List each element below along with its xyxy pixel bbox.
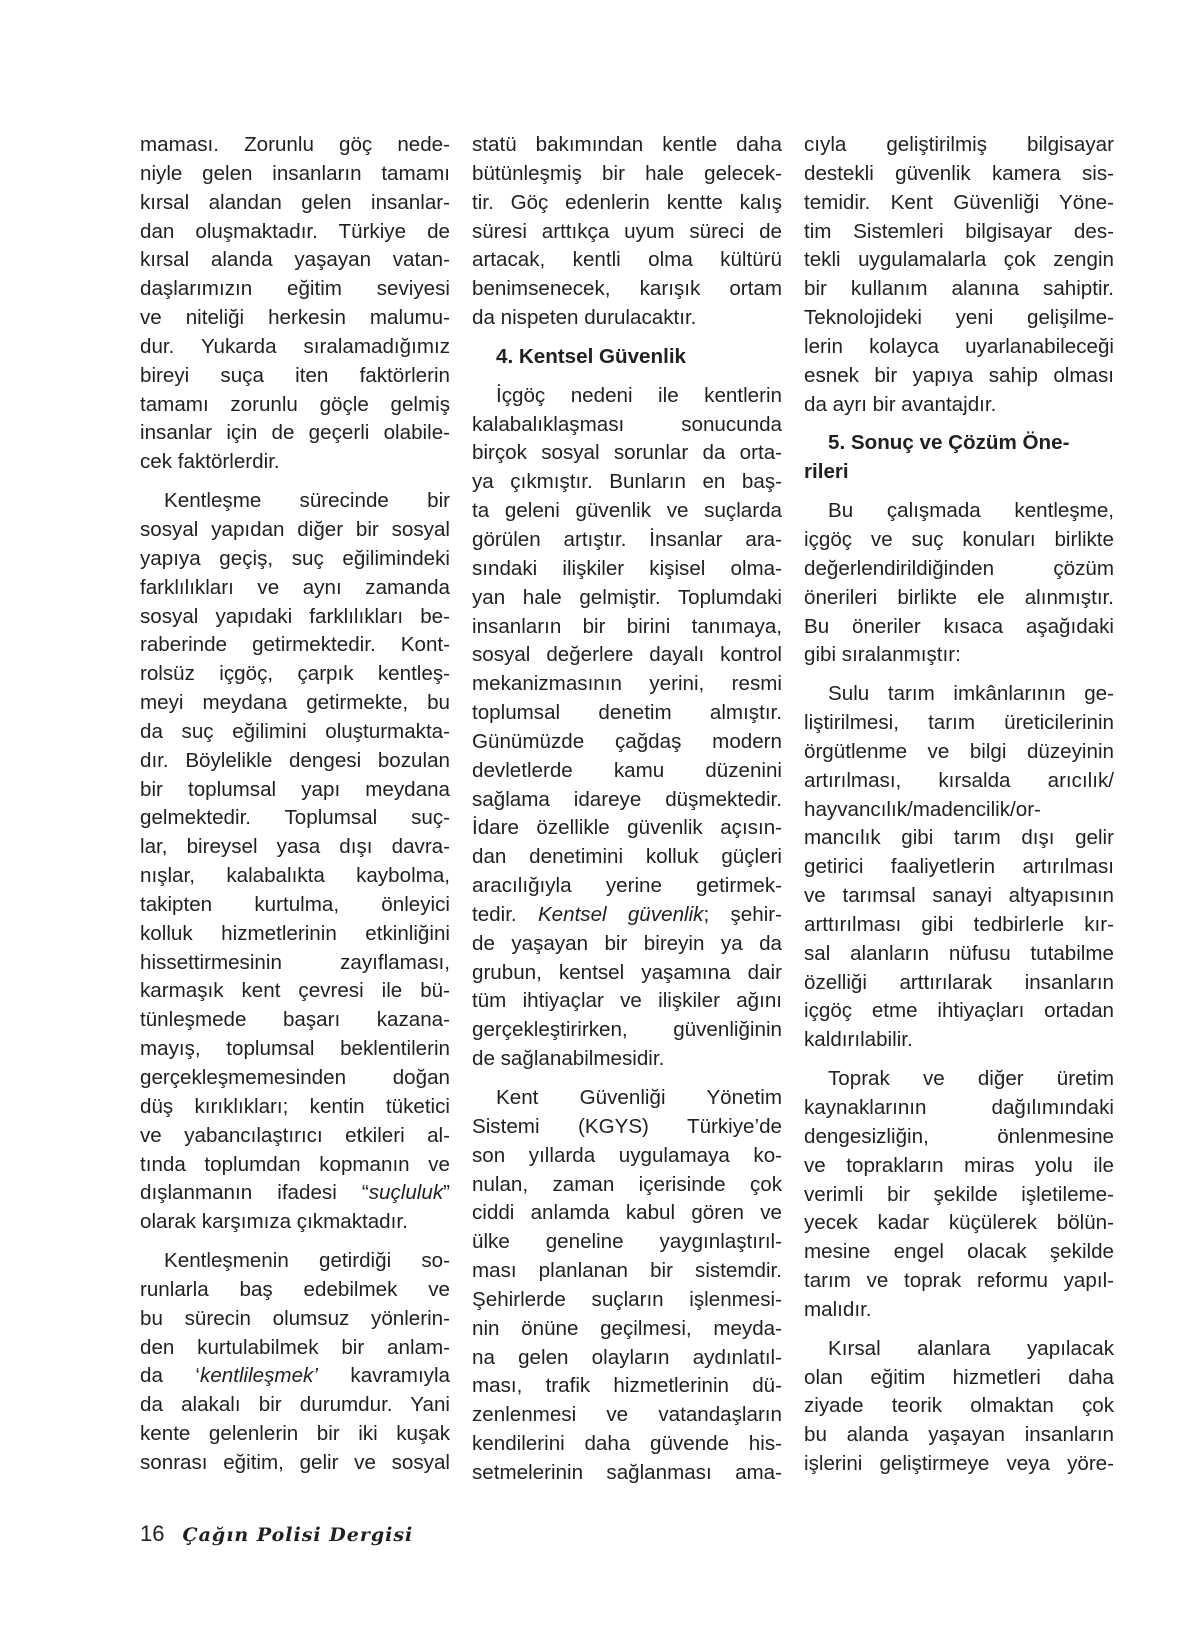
paragraph-gap: [472, 372, 782, 382]
text-segment: olan eğitim hizmetleri daha: [804, 1365, 1114, 1389]
text-line: [804, 1421, 1114, 1450]
italic-term: suçluluk: [368, 1181, 444, 1205]
text-line: [140, 1391, 450, 1420]
text-segment: sal alanların nüfusu tutabilme: [804, 941, 1114, 965]
text-line: [140, 1247, 450, 1276]
text-segment: tünleşmede başarı kazana-: [140, 1008, 450, 1032]
text-line: [472, 1084, 782, 1113]
text-segment: Kırsal alanlara yapılacak: [828, 1336, 1114, 1360]
text-segment: sağlama idareye düşmektedir.: [472, 787, 782, 811]
text-line: [472, 304, 782, 333]
text-line: [140, 1449, 450, 1478]
text-segment: sosyal yapıdaki farklılıkları be-: [140, 604, 450, 628]
section-heading-line: [472, 343, 782, 372]
text-line: [472, 699, 782, 728]
text-line: [472, 1372, 782, 1401]
text-segment: olarak karşımıza çıkmaktadır.: [140, 1210, 408, 1234]
text-line: [140, 977, 450, 1006]
text-line: [804, 1238, 1114, 1267]
text-line: [804, 1094, 1114, 1123]
text-line: [472, 786, 782, 815]
text-segment: sonrası eğitim, gelir ve sosyal: [140, 1450, 450, 1474]
text-line: [804, 1181, 1114, 1210]
text-line: [804, 1065, 1114, 1094]
text-line: [140, 419, 450, 448]
text-line: [472, 275, 782, 304]
text-segment: İçgöç nedeni ile kentlerin: [496, 383, 782, 407]
text-line: [140, 718, 450, 747]
text-segment: Şehirlerde suçların işlenmesi-: [472, 1287, 782, 1311]
text-segment: ması, trafik hizmetlerinin dü-: [472, 1374, 782, 1398]
text-line: [804, 641, 1114, 670]
text-segment: mesine engel olacak şekilde: [804, 1240, 1114, 1264]
text-segment: kaynaklarının dağılımındaki: [804, 1096, 1114, 1119]
text-line: [472, 930, 782, 959]
text-segment: ; şehir-: [703, 902, 782, 926]
text-line: [472, 1459, 782, 1488]
text-segment: içgöç etme ihtiyaçları ortadan: [804, 999, 1114, 1023]
text-segment: ”: [443, 1181, 450, 1205]
text-segment: liştirilmesi, tarım üreticilerinin: [804, 711, 1114, 735]
text-segment: bütünleşmiş bir hale gelecek-: [472, 161, 782, 185]
text-line: [804, 738, 1114, 767]
text-line: [472, 411, 782, 440]
text-line: [140, 516, 450, 545]
text-segment: tında toplumdan kopmanın ve: [140, 1152, 450, 1176]
text-segment: Sistemi (KGYS) Türkiye’de: [472, 1114, 782, 1138]
text-line: [804, 940, 1114, 969]
text-segment: arttırılması gibi tedbirlerle kır-: [804, 912, 1114, 936]
text-segment: özelliği arttırılarak insanların: [804, 970, 1114, 994]
text-line: [472, 670, 782, 699]
text-line: [804, 246, 1114, 275]
paragraph-gap: [804, 1055, 1114, 1065]
text-line: [804, 709, 1114, 738]
text-segment: nulan, zaman içerisinde çok: [472, 1172, 782, 1196]
text-segment: görülen artıştır. İnsanlar ara-: [472, 527, 782, 551]
text-segment: ciddi anlamda kabul gören ve: [472, 1201, 782, 1225]
text-segment: ve yabancılaştırıcı etkileri al-: [140, 1123, 450, 1147]
text-line: [140, 1093, 450, 1122]
text-segment: benimsenecek, karışık ortam: [472, 277, 782, 301]
text-line: [804, 160, 1114, 189]
text-segment: de sağlanabilmesidir.: [472, 1047, 665, 1071]
paragraph-gap: [140, 1237, 450, 1247]
text-line: [140, 1179, 450, 1208]
text-segment: sosyal değerlere dayalı kontrol: [472, 643, 782, 667]
text-line: [472, 468, 782, 497]
text-line: [804, 391, 1114, 420]
text-segment: devletlerde kamu düzenini: [472, 758, 782, 782]
text-segment: tir. Göç edenlerin kentte kalış: [472, 190, 782, 214]
text-segment: işlerini geliştirmeye veya yöre-: [804, 1452, 1114, 1476]
text-column-2: [472, 131, 782, 1488]
text-segment: zenlenmesi ve vatandaşların: [472, 1403, 782, 1427]
text-segment: kırsal alandan gelen insanlar-: [140, 190, 450, 214]
text-line: [804, 333, 1114, 362]
text-segment: ması planlanan bir sistemdir.: [472, 1259, 782, 1283]
paragraph-gap: [804, 419, 1114, 429]
paragraph-gap: [804, 487, 1114, 497]
text-segment: mayış, toplumsal beklentilerin: [140, 1037, 450, 1061]
text-segment: 4. Kentsel Güvenlik: [496, 344, 686, 368]
text-line: [472, 843, 782, 872]
text-segment: de yaşayan bir bireyin ya da: [472, 931, 782, 955]
text-line: [804, 1209, 1114, 1238]
text-line: [804, 362, 1114, 391]
text-segment: sosyal yapıdan diğer bir sosyal: [140, 517, 450, 541]
text-segment: artırılması, kırsalda arıcılık/: [804, 768, 1114, 792]
text-segment: na gelen olayların aydınlatıl-: [472, 1345, 782, 1369]
text-line: [804, 1364, 1114, 1393]
page-footer: [140, 1521, 413, 1553]
text-segment: verimli bir şekilde işletileme-: [804, 1182, 1114, 1206]
text-segment: ziyade teorik olmaktan çok: [804, 1394, 1114, 1418]
text-segment: ta geleni güvenlik ve suçlarda: [472, 499, 782, 523]
text-segment: bu alanda yaşayan insanların: [804, 1423, 1114, 1447]
text-segment: yan hale gelmiştir. Toplumdaki: [472, 585, 782, 609]
text-line: [140, 804, 450, 833]
text-segment: den kurtulabilmek bir anlam-: [140, 1335, 450, 1359]
text-segment: Kentleşmenin getirdiği so-: [164, 1249, 450, 1273]
text-segment: bu sürecin olumsuz yönlerin-: [140, 1306, 450, 1330]
text-line: [140, 891, 450, 920]
text-segment: niyle gelen insanların tamamı: [140, 161, 450, 185]
text-segment: getirici faaliyetlerin artırılması: [804, 855, 1114, 879]
text-line: [804, 1267, 1114, 1296]
text-segment: da ‘: [140, 1364, 201, 1388]
text-line: [472, 1257, 782, 1286]
text-segment: cek faktörlerdir.: [140, 450, 280, 474]
text-segment: ve toprakların miras yolu ile: [804, 1153, 1114, 1177]
text-segment: tekli uygulamalarla çok zengin: [804, 248, 1114, 272]
text-line: [804, 1296, 1114, 1325]
text-segment: Sulu tarım imkânlarının ge-: [828, 682, 1114, 706]
text-segment: nin önüne geçilmesi, meyda-: [472, 1316, 782, 1340]
text-line: [140, 920, 450, 949]
text-segment: artacak, kentli olma kültürü: [472, 248, 782, 272]
text-line: [804, 613, 1114, 642]
text-segment: dan oluşmaktadır. Türkiye de: [140, 219, 450, 243]
text-segment: süresi arttıkça uyum süreci de: [472, 219, 782, 243]
text-line: [140, 362, 450, 391]
paragraph-gap: [472, 1074, 782, 1084]
text-segment: İdare özellikle güvenlik açısın-: [472, 816, 782, 840]
text-line: [804, 1392, 1114, 1421]
text-line: [472, 526, 782, 555]
text-segment: dur. Yukarda sıralamadığımız: [140, 334, 450, 358]
text-line: [472, 497, 782, 526]
text-segment: kolluk hizmetlerinin etkinliğini: [140, 921, 450, 945]
text-line: [472, 728, 782, 757]
text-segment: raberinde getirmektedir. Kont-: [140, 633, 450, 657]
text-segment: lerin kolayca uyarlanabileceği: [804, 334, 1114, 358]
text-segment: dengesizliğin, önlenmesine: [804, 1124, 1114, 1148]
text-line: [804, 1450, 1114, 1479]
text-line: [140, 862, 450, 891]
text-line: [804, 131, 1114, 160]
text-segment: 5. Sonuç ve Çözüm Öne-: [828, 431, 1070, 455]
text-segment: içgöç ve suç konuları birlikte: [804, 527, 1114, 551]
text-line: [140, 304, 450, 333]
text-line: [472, 613, 782, 642]
text-segment: karmaşık kent çevresi ile bü-: [140, 979, 450, 1003]
text-line: [472, 1315, 782, 1344]
text-line: [140, 1035, 450, 1064]
text-segment: setmelerinin sağlanması ama-: [472, 1460, 782, 1484]
text-line: [804, 1335, 1114, 1364]
text-line: [140, 1064, 450, 1093]
page-number: 16: [140, 1521, 165, 1546]
text-line: [472, 131, 782, 160]
text-segment: bir toplumsal yapı meydana: [140, 777, 450, 801]
text-line: [472, 382, 782, 411]
text-segment: Günümüzde çağdaş modern: [472, 729, 782, 753]
text-segment: mekanizmasının yerini, resmi: [472, 672, 782, 696]
text-line: [140, 246, 450, 275]
text-segment: farklılıkları ve aynı zamanda: [140, 575, 450, 599]
text-line: [804, 882, 1114, 911]
text-segment: önerileri birlikte ele alınmıştır.: [804, 585, 1114, 609]
text-segment: gerçekleştirirken, güvenliğinin: [472, 1018, 782, 1042]
text-line: [140, 689, 450, 718]
text-line: [472, 584, 782, 613]
text-line: [140, 776, 450, 805]
text-line: [472, 555, 782, 584]
magazine-title: Çağın Polisi Dergisi: [182, 1524, 414, 1546]
text-line: [804, 218, 1114, 247]
text-line: [804, 1152, 1114, 1181]
text-segment: daşlarımızın eğitim seviyesi: [140, 277, 450, 301]
text-segment: değerlendirildiğinden çözüm: [804, 556, 1114, 580]
text-segment: rolsüz içgöç, çarpık kentleş-: [140, 662, 450, 686]
text-line: [804, 304, 1114, 333]
text-line: [140, 1334, 450, 1363]
text-segment: tim Sistemleri bilgisayar des-: [804, 219, 1114, 243]
text-segment: birçok sosyal sorunlar da orta-: [472, 441, 782, 465]
text-segment: insanların bir birini tanımaya,: [472, 614, 782, 638]
text-line: [804, 767, 1114, 796]
text-line: [472, 1430, 782, 1459]
paragraph-gap: [804, 1325, 1114, 1335]
section-heading-line: [804, 429, 1114, 458]
text-line: [804, 584, 1114, 613]
text-line: [472, 814, 782, 843]
text-segment: grubun, kentsel yaşamına dair: [472, 960, 782, 984]
text-segment: gelmektedir. Toplumsal suç-: [140, 806, 450, 830]
text-segment: bireyi suça iten faktörlerin: [140, 363, 450, 387]
text-segment: temidir. Kent Güvenliği Yöne-: [804, 190, 1114, 214]
paragraph-gap: [472, 333, 782, 343]
text-segment: da alakalı bir durumdur. Yani: [140, 1393, 450, 1417]
text-line: [140, 1362, 450, 1391]
text-segment: kırsal alanda yaşayan vatan-: [140, 248, 450, 272]
text-segment: cıyla geliştirilmiş bilgisayar: [804, 133, 1114, 156]
text-line: [472, 1401, 782, 1430]
text-line: [804, 853, 1114, 882]
text-line: [140, 603, 450, 632]
text-line: [472, 1113, 782, 1142]
text-line: [140, 1420, 450, 1449]
text-line: [472, 1016, 782, 1045]
text-line: [140, 1151, 450, 1180]
text-segment: Kent Güvenliği Yönetim: [496, 1086, 782, 1109]
text-segment: esnek bir yapıya sahip olması: [804, 363, 1114, 387]
text-line: [804, 997, 1114, 1026]
text-line: [140, 949, 450, 978]
text-segment: Bu öneriler kısaca aşağıdaki: [804, 614, 1114, 638]
text-line: [472, 1344, 782, 1373]
text-segment: lar, bireysel yasa dışı davra-: [140, 835, 450, 859]
text-segment: örgütlenme ve bilgi düzeyinin: [804, 739, 1114, 763]
text-line: [804, 796, 1114, 825]
text-line: [140, 545, 450, 574]
text-line: [472, 959, 782, 988]
text-segment: hayvancılık/madencilik/or-: [804, 797, 1041, 821]
text-line: [140, 448, 450, 477]
text-line: [804, 1123, 1114, 1152]
text-segment: gerçekleşmemesinden doğan: [140, 1066, 450, 1089]
text-line: [140, 1305, 450, 1334]
text-line: [140, 747, 450, 776]
text-segment: tamamı zorunlu göçle gelmiş: [140, 392, 450, 416]
text-segment: Bu çalışmada kentleşme,: [828, 499, 1114, 523]
section-heading-line: [804, 458, 1114, 487]
text-segment: hissettirmesinin zayıflaması,: [140, 950, 450, 974]
text-segment: kendilerini daha güvende his-: [472, 1432, 782, 1456]
text-segment: nışlar, kalabalıkta kaybolma,: [140, 864, 450, 888]
text-column-3: [804, 131, 1114, 1479]
text-line: [140, 1122, 450, 1151]
italic-term: kentlileşmek’: [200, 1364, 318, 1388]
text-line: [472, 987, 782, 1016]
text-segment: tedir.: [472, 902, 538, 926]
text-line: [472, 160, 782, 189]
text-line: [140, 487, 450, 516]
text-segment: ülke geneline yaygınlaştırıl-: [472, 1230, 782, 1254]
text-line: [140, 631, 450, 660]
text-segment: ve tarımsal sanayi altyapısının: [804, 884, 1114, 908]
text-segment: düş kırıklıkları; kentin tüketici: [140, 1094, 450, 1118]
text-segment: dır. Böylelikle dengesi bozulan: [140, 748, 450, 772]
text-line: [140, 275, 450, 304]
text-line: [804, 555, 1114, 584]
text-segment: runlarla baş edebilmek ve: [140, 1277, 450, 1301]
text-line: [804, 824, 1114, 853]
text-line: [472, 1045, 782, 1074]
text-line: [804, 911, 1114, 940]
text-segment: toplumsal denetim almıştır.: [472, 701, 782, 725]
text-segment: Teknolojideki yeni gelişilme-: [804, 306, 1114, 330]
text-line: [140, 391, 450, 420]
text-line: [804, 526, 1114, 555]
text-segment: tarım ve toprak reformu yapıl-: [804, 1269, 1114, 1293]
text-segment: meyi meydana getirmekte, bu: [140, 691, 450, 715]
text-segment: yecek kadar küçülerek bölün-: [804, 1211, 1114, 1235]
text-segment: kavramıyla: [317, 1364, 450, 1388]
text-line: [140, 218, 450, 247]
text-line: [140, 131, 450, 160]
text-line: [140, 833, 450, 862]
text-segment: bir kullanım alanına sahiptir.: [804, 277, 1114, 301]
text-segment: sındaki ilişkiler kişisel olma-: [472, 556, 782, 580]
text-segment: destekli güvenlik kamera sis-: [804, 161, 1114, 185]
text-segment: dışlanmanın ifadesi “: [140, 1181, 369, 1205]
text-line: [140, 189, 450, 218]
text-segment: dan denetimini kolluk güçleri: [472, 845, 782, 869]
text-line: [472, 641, 782, 670]
text-segment: malıdır.: [804, 1297, 872, 1321]
text-segment: yapıya geçiş, suç eğilimindeki: [140, 546, 450, 570]
text-segment: mancılık gibi tarım dışı gelir: [804, 826, 1114, 850]
text-line: [140, 1276, 450, 1305]
text-line: [472, 439, 782, 468]
paragraph-gap: [804, 670, 1114, 680]
text-segment: ya çıkmıştır. Bunların en baş-: [472, 470, 782, 494]
text-segment: maması. Zorunlu göç nede-: [140, 133, 450, 156]
text-line: [140, 574, 450, 603]
text-segment: kalabalıklaşması sonucunda: [472, 412, 782, 436]
text-segment: da nispeten durulacaktır.: [472, 306, 697, 330]
text-segment: kente gelenlerin bir iki kuşak: [140, 1422, 450, 1446]
text-segment: da suç eğilimini oluşturmakta-: [140, 719, 450, 743]
text-line: [804, 189, 1114, 218]
text-line: [140, 1208, 450, 1237]
text-line: [472, 246, 782, 275]
text-segment: tüm ihtiyaçlar ve ilişkiler ağını: [472, 989, 782, 1013]
text-segment: takipten kurtulma, önleyici: [140, 892, 450, 916]
text-line: [140, 160, 450, 189]
text-segment: ve niteliği herkesin malumu-: [140, 306, 450, 330]
text-line: [804, 1026, 1114, 1055]
text-line: [472, 218, 782, 247]
text-line: [472, 757, 782, 786]
text-line: [804, 969, 1114, 998]
text-segment: kaldırılabilir.: [804, 1028, 913, 1052]
text-segment: Toprak ve diğer üretim: [828, 1067, 1114, 1091]
text-line: [472, 189, 782, 218]
text-line: [804, 497, 1114, 526]
text-line: [472, 1171, 782, 1200]
text-line: [472, 872, 782, 901]
text-line: [140, 660, 450, 689]
paragraph-gap: [140, 477, 450, 487]
text-segment: Kentleşme sürecinde bir: [164, 489, 450, 513]
text-segment: aracılığıyla yerine getirmek-: [472, 874, 782, 898]
text-line: [804, 275, 1114, 304]
text-line: [472, 901, 782, 930]
text-segment: gibi sıralanmıştır:: [804, 643, 961, 667]
text-line: [472, 1286, 782, 1315]
text-line: [472, 1228, 782, 1257]
text-column-1: [140, 131, 450, 1478]
text-line: [804, 680, 1114, 709]
italic-term: Kentsel güvenlik: [537, 902, 704, 926]
text-segment: rileri: [804, 460, 849, 484]
text-segment: insanlar için de geçerli olabile-: [140, 421, 450, 445]
text-segment: da ayrı bir avantajdır.: [804, 392, 997, 416]
text-line: [140, 333, 450, 362]
text-line: [472, 1142, 782, 1171]
text-line: [140, 1006, 450, 1035]
text-line: [472, 1199, 782, 1228]
text-segment: son yıllarda uygulamaya ko-: [472, 1143, 782, 1167]
text-segment: statü bakımından kentle daha: [472, 133, 782, 156]
